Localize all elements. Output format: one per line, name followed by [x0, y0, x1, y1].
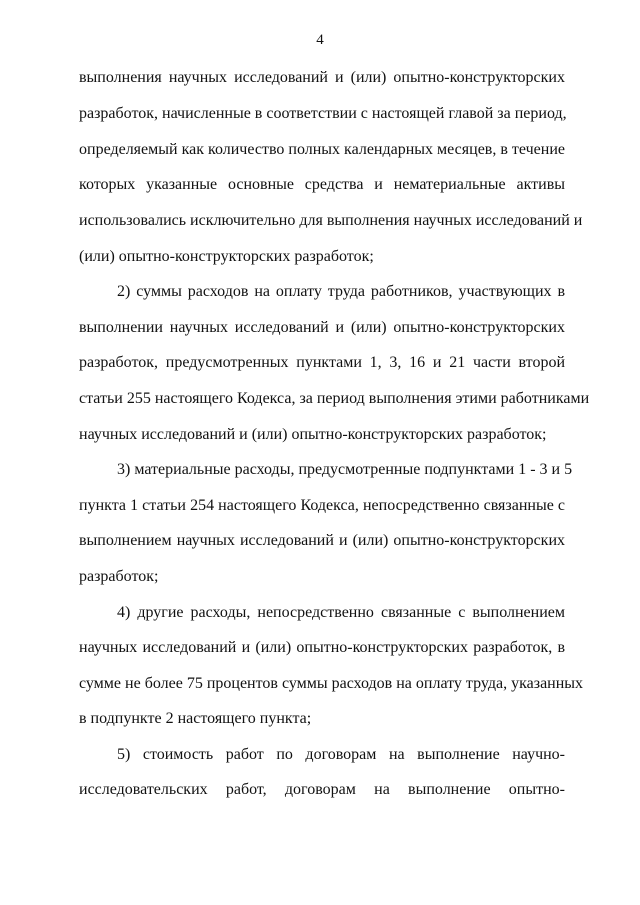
text-line: выполнением научных исследований и (или) опытно-конструкторских	[79, 532, 565, 549]
text-line: пункта 1 статьи 254 настоящего Кодекса, непосредственно связанные с	[79, 497, 565, 514]
text-line: в подпункте 2 настоящего пункта;	[79, 710, 312, 727]
text-line: статьи 255 настоящего Кодекса, за период выполнения этими работниками	[79, 390, 590, 407]
text-line: разработок;	[79, 568, 159, 585]
text-line: определяемый как количество полных календарных месяцев, в течение	[79, 141, 565, 158]
page-number: 4	[316, 32, 324, 48]
text-line: использовались исключительно для выполнения научных исследований и	[79, 212, 583, 229]
text-line: выполнении научных исследований и (или) опытно-конструкторских	[79, 319, 565, 336]
text-line: 4) другие расходы, непосредственно связанные с выполнением	[117, 604, 565, 621]
text-line: 2) суммы расходов на оплату труда работников, участвующих в	[117, 283, 565, 300]
text-line: (или) опытно-конструкторских разработок;	[79, 248, 374, 265]
text-line: 3) материальные расходы, предусмотренные подпунктами 1 - 3 и 5	[117, 461, 573, 478]
text-line: 5) стоимость работ по договорам на выполнение научно-	[117, 746, 565, 763]
text-line: сумме не более 75 процентов суммы расходов на оплату труда, указанных	[79, 675, 584, 692]
text-line: выполнения научных исследований и (или) опытно-конструкторских	[79, 69, 565, 86]
text-line: которых указанные основные средства и нематериальные активы	[79, 176, 565, 193]
text-line: научных исследований и (или) опытно-конструкторских разработок, в	[79, 639, 565, 656]
text-line: научных исследований и (или) опытно-конструкторских разработок;	[79, 426, 547, 443]
text-line: разработок, предусмотренных пунктами 1, 3, 16 и 21 части второй	[79, 354, 565, 371]
text-line: исследовательских работ, договорам на выполнение опытно-	[79, 781, 565, 798]
text-line: разработок, начисленные в соответствии с настоящей главой за период,	[79, 105, 567, 122]
